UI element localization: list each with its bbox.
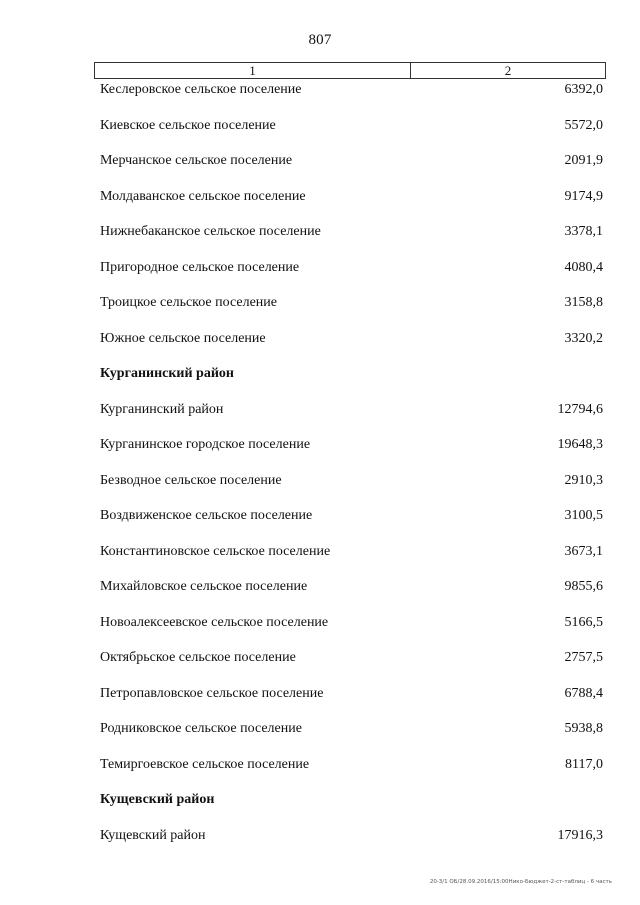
row-value: 4080,4: [564, 259, 603, 275]
row-value: 5938,8: [564, 721, 603, 736]
row-label: Октябрьское сельское поселение: [100, 650, 296, 665]
row-value: 3378,1: [564, 224, 603, 239]
table-row: [100, 258, 603, 294]
row-value: 3673,1: [564, 543, 603, 559]
row-value: 6392,0: [564, 82, 603, 97]
row-label: Молдаванское сельское поселение: [100, 188, 306, 204]
row-label: Нижнебаканское сельское поселение: [100, 224, 321, 239]
row-label: Мерчанское сельское поселение: [100, 153, 293, 168]
section-heading-row: [100, 364, 603, 400]
row-value: 3100,5: [564, 508, 603, 523]
row-label: Кущевский район: [100, 827, 206, 843]
row-value: 9174,9: [564, 188, 603, 204]
page-number: 807: [308, 32, 332, 48]
table-row: [100, 684, 603, 720]
table-row: [100, 719, 603, 755]
section-heading: Кущевский район: [100, 792, 215, 807]
table-row: [100, 613, 603, 649]
row-value: 5572,0: [564, 117, 603, 133]
row-value: 9855,6: [564, 579, 603, 594]
row-value: 3158,8: [564, 295, 603, 310]
table-row: [100, 542, 603, 578]
table-row: [100, 577, 603, 613]
table-row: [100, 151, 603, 187]
row-label: Михайловское сельское поселение: [100, 579, 308, 594]
row-value: 19648,3: [557, 437, 603, 452]
table-row: [100, 400, 603, 436]
row-label: Воздвиженское сельское поселение: [100, 508, 313, 523]
row-label: Киевское сельское поселение: [100, 117, 276, 133]
row-value: 5166,5: [564, 614, 603, 630]
row-label: Троицкое сельское поселение: [100, 295, 277, 310]
row-label: Пригородное сельское поселение: [100, 259, 300, 275]
row-label: Темиргоевское сельское поселение: [100, 756, 310, 772]
table-row: [100, 222, 603, 258]
section-heading: Курганинский район: [100, 366, 234, 381]
table-row: [100, 755, 603, 791]
row-value: 2757,5: [564, 650, 603, 665]
table-row: [100, 187, 603, 223]
table-row: [100, 435, 603, 471]
row-label: Курганинский район: [100, 401, 224, 417]
column-header-1: 1: [95, 63, 411, 78]
table-row: [100, 471, 603, 507]
row-label: Петропавловское сельское поселение: [100, 685, 324, 701]
row-label: Южное сельское поселение: [100, 330, 266, 346]
table-row: [100, 80, 603, 116]
table-row: [100, 826, 603, 862]
row-label: Курганинское городское поселение: [100, 437, 311, 452]
table-row: [100, 506, 603, 542]
row-label: Новоалексеевское сельское поселение: [100, 614, 329, 630]
row-value: 3320,2: [564, 330, 603, 346]
column-header-2: 2: [504, 63, 512, 78]
table-row: [100, 329, 603, 365]
row-value: 2091,9: [564, 153, 603, 168]
row-value: 17916,3: [557, 827, 603, 843]
row-value: 8117,0: [565, 756, 603, 772]
row-value: 6788,4: [564, 685, 603, 701]
table-row: [100, 116, 603, 152]
row-label: Константиновское сельское поселение: [100, 543, 331, 559]
section-heading-row: [100, 790, 603, 826]
footer-note: 20-3/1 ОБ/28.09.2016/15:00Нико-Бюджет-2-ст-таблиц - 6 часть: [429, 879, 612, 885]
table-row: [100, 648, 603, 684]
row-label: Безводное сельское поселение: [100, 472, 282, 488]
row-value: 12794,6: [557, 401, 603, 417]
row-label: Кеслеровское сельское поселение: [100, 82, 302, 97]
row-label: Родниковское сельское поселение: [100, 721, 302, 736]
row-value: 2910,3: [564, 472, 603, 488]
table-header: [94, 62, 606, 79]
table-body: [100, 80, 603, 861]
table-row: [100, 293, 603, 329]
